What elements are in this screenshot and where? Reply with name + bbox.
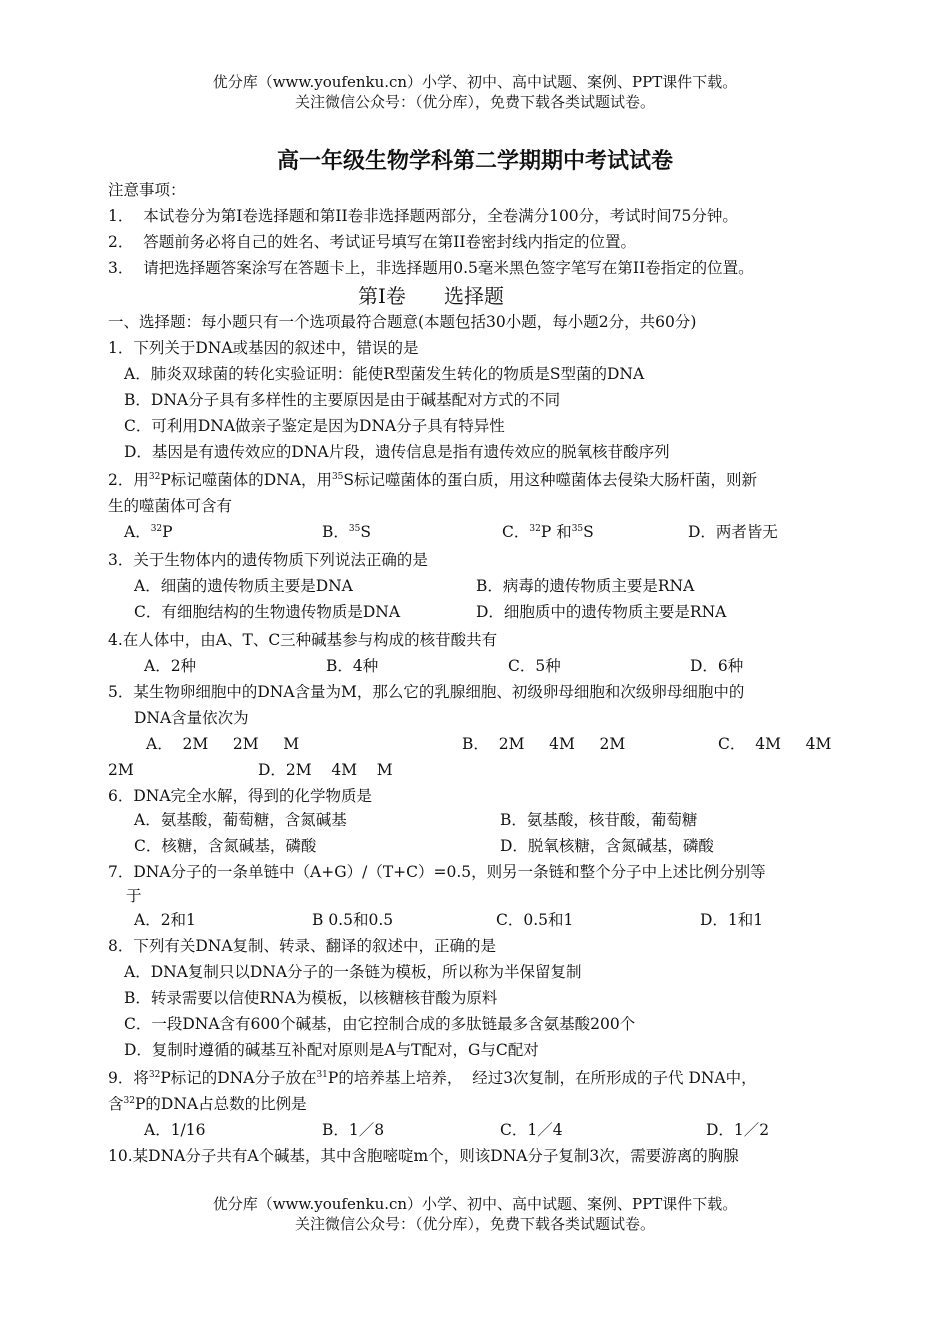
q2-option-b	[322, 522, 371, 542]
q9-stem-line-2	[108, 1094, 307, 1114]
q8-option-a: A．DNA复制只以DNA分子的一条链为模板，所以称为半保留复制	[124, 963, 582, 981]
q2-stem	[108, 470, 757, 490]
q2-c-sup-1: 32	[529, 524, 541, 534]
q7-stem-line-2: 于	[126, 887, 142, 905]
q1-option-d: D．基因是有遗传效应的DNA片段，遗传信息是指有遗传效应的脱氧核苷酸序列	[124, 443, 670, 461]
q2-option-a	[124, 522, 173, 542]
q2-option-c	[502, 522, 594, 542]
q3-stem: 3．关于生物体内的遗传物质下列说法正确的是	[108, 551, 428, 569]
q7-option-d: D．1和1	[700, 911, 764, 929]
q9-option-c: C．1／4	[500, 1121, 563, 1139]
q2-sup-2: 35	[331, 472, 344, 482]
q4-stem: 4.在人体中，由A、T、C三种碱基参与构成的核苷酸共有	[108, 631, 498, 649]
q6-option-a: A．氨基酸，葡萄糖，含氮碱基	[134, 811, 347, 829]
q7-option-b: B 0.5和0.5	[312, 911, 394, 929]
q7-option-a: A．2和1	[134, 911, 196, 929]
footer-line-2: 关注微信公众号：（优分库），免费下载各类试题试卷。	[294, 1215, 655, 1233]
q8-stem: 8．下列有关DNA复制、转录、翻译的叙述中，正确的是	[108, 937, 497, 955]
section-title: 第I卷 选择题	[358, 284, 505, 308]
q9-stem-b: P标记的DNA分子放在	[160, 1069, 317, 1087]
q2-stem-line-2: 生的噬菌体可含有	[108, 497, 233, 515]
header-line-2: 关注微信公众号：（优分库），免费下载各类试题试卷。	[294, 93, 655, 111]
q7-stem: 7．DNA分子的一条单链中（A+G）/（T+C）=0.5，则另一条链和整个分子中上述比例分别等	[108, 863, 766, 881]
q9-option-b: B．1／8	[322, 1121, 385, 1139]
q8-option-d: D．复制时遵循的碱基互补配对原则是A与T配对，G与C配对	[124, 1041, 539, 1059]
q9-line2-b: P的DNA占总数的比例是	[134, 1095, 307, 1113]
q5-option-b: B． 2M 4M 2M	[462, 735, 626, 753]
q2-b-post: S	[360, 523, 371, 541]
q5-stem-line-2: DNA含量依次为	[134, 709, 249, 727]
section-intro: 一、选择题：每小题只有一个选项最符合题意(本题包括30小题，每小题2分，共60分)	[108, 313, 697, 331]
q2-a-sup: 32	[150, 524, 163, 534]
q6-option-d: D．脱氧核糖，含氮碱基，磷酸	[500, 837, 714, 855]
q9-stem	[108, 1068, 757, 1088]
q10-stem: 10.某DNA分子共有A个碱基，其中含胞嘧啶m个，则该DNA分子复制3次，需要游离的胸腺	[108, 1147, 739, 1165]
q2-option-d: D．两者皆无	[688, 523, 778, 541]
q1-option-c: C．可利用DNA做亲子鉴定是因为DNA分子具有特异性	[124, 417, 505, 435]
q9-stem-a: 9．将	[108, 1069, 149, 1087]
notice-item-1: 1． 本试卷分为第I卷选择题和第II卷非选择题两部分，全卷满分100分，考试时间75分钟。	[108, 207, 738, 225]
q5-option-d: D．2M 4M M	[258, 761, 393, 779]
q6-option-b: B．氨基酸，核苷酸，葡萄糖	[500, 811, 698, 829]
q2-b-pre: B．	[322, 523, 349, 541]
q6-option-c: C．核糖，含氮碱基，磷酸	[134, 837, 317, 855]
q2-c-mid: P 和	[540, 523, 572, 541]
q4-option-d: D．6种	[690, 657, 744, 675]
q3-option-d: D．细胞质中的遗传物质主要是RNA	[476, 603, 727, 621]
q2-a-pre: A．	[124, 523, 151, 541]
q1-stem: 1．下列关于DNA或基因的叙述中，错误的是	[108, 339, 419, 357]
q9-option-a: A．1/16	[144, 1121, 206, 1139]
q8-option-c: C．一段DNA含有600个碱基，由它控制合成的多肽链最多含氨基酸200个	[124, 1015, 636, 1033]
q2-c-post: S	[583, 523, 594, 541]
q4-option-b: B．4种	[326, 657, 379, 675]
q3-option-a: A．细菌的遗传物质主要是DNA	[134, 577, 353, 595]
q2-c-pre: C．	[502, 523, 530, 541]
q4-option-a: A．2种	[144, 657, 197, 675]
q9-sup-2: 31	[316, 1070, 328, 1080]
q2-stem-c: S标记噬菌体的蛋白质，用这种噬菌体去侵染大肠杆菌，则新	[343, 471, 758, 489]
notice-heading: 注意事项：	[108, 181, 186, 199]
q3-option-b: B．病毒的遗传物质主要是RNA	[476, 577, 695, 595]
q2-stem-b: P标记噬菌体的DNA，用	[160, 471, 332, 489]
exam-title: 高一年级生物学科第二学期期中考试试卷	[276, 149, 673, 174]
q6-stem: 6．DNA完全水解，得到的化学物质是	[108, 787, 373, 805]
q2-stem-a: 2．用	[108, 471, 149, 489]
q5-option-c: C． 4M 4M	[718, 735, 832, 753]
q2-a-post: P	[162, 523, 173, 541]
footer-line-1: 优分库（www.youfenku.cn）小学、初中、高中试题、案例、PPT课件下载。	[212, 1195, 738, 1213]
q2-sup-1: 32	[148, 472, 161, 482]
q1-option-b: B．DNA分子具有多样性的主要原因是由于碱基配对方式的不同	[124, 391, 561, 409]
header-line-1: 优分库（www.youfenku.cn）小学、初中、高中试题、案例、PPT课件下载。	[212, 73, 738, 91]
q5-option-c-continued: 2M	[108, 761, 134, 779]
notice-item-3: 3． 请把选择题答案涂写在答题卡上，非选择题用0.5毫米黑色签字笔写在第II卷指定的位置。	[108, 259, 754, 277]
q2-b-sup: 35	[348, 524, 361, 534]
q2-c-sup-2: 35	[571, 524, 584, 534]
q9-line2-sup: 32	[123, 1096, 135, 1106]
q5-option-a: A． 2M 2M M	[146, 735, 300, 753]
q9-sup-1: 32	[148, 1070, 161, 1080]
q9-stem-c: P的培养基上培养， 经过3次复制，在所形成的子代 DNA中，	[327, 1069, 757, 1087]
q5-stem: 5．某生物卵细胞中的DNA含量为M，那么它的乳腺细胞、初级卵母细胞和次级卵母细胞中的	[108, 683, 745, 701]
notice-item-2: 2． 答题前务必将自己的姓名、考试证号填写在第II卷密封线内指定的位置。	[108, 233, 636, 251]
q7-option-c: C．0.5和1	[496, 911, 574, 929]
q9-line2-a: 含	[108, 1095, 124, 1113]
q8-option-b: B．转录需要以信使RNA为模板，以核糖核苷酸为原料	[124, 989, 498, 1007]
q4-option-c: C．5种	[508, 657, 561, 675]
q1-option-a: A．肺炎双球菌的转化实验证明：能使R型菌发生转化的物质是S型菌的DNA	[124, 365, 645, 383]
q9-option-d: D．1／2	[706, 1121, 770, 1139]
q3-option-c: C．有细胞结构的生物遗传物质是DNA	[134, 603, 401, 621]
